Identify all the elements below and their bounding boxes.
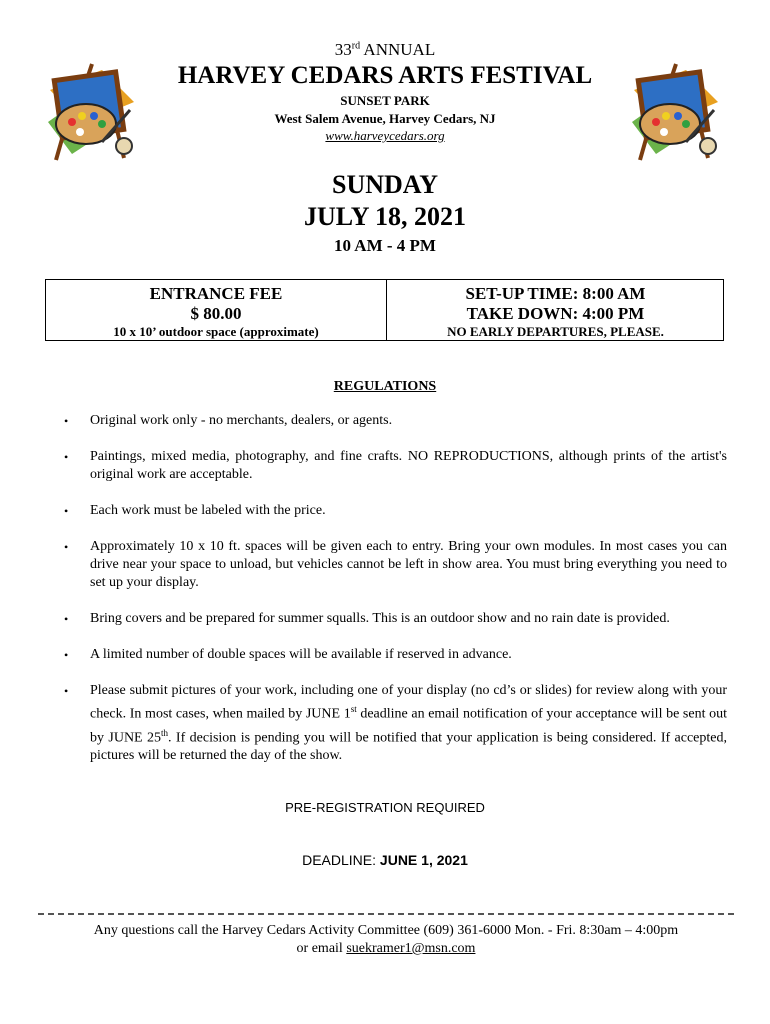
bullet-icon: •: [64, 540, 69, 554]
email-prefix: or email: [296, 941, 347, 956]
space-size-note: 10 x 10’ outdoor space (approximate): [113, 324, 319, 339]
dashed-separator: [38, 913, 734, 915]
festival-title: HARVEY CEDARS ARTS FESTIVAL: [177, 62, 593, 89]
list-item: [62, 412, 727, 430]
no-early-departures: NO EARLY DEPARTURES, PLEASE.: [447, 324, 664, 339]
annual-line: [0, 40, 770, 60]
regulation-text: Original work only - no merchants, dealers, or agents.: [90, 413, 393, 428]
takedown-time: TAKE DOWN: 4:00 PM: [466, 304, 645, 323]
event-day: SUNDAY: [332, 170, 438, 199]
entrance-fee-label: ENTRANCE FEE: [149, 284, 283, 303]
venue-address: West Salem Avenue, Harvey Cedars, NJ: [274, 111, 496, 126]
bullet-icon: •: [64, 504, 69, 518]
bullet-icon: •: [64, 450, 69, 464]
annual-label: ANNUAL: [360, 40, 436, 59]
contact-email-line: [38, 940, 734, 958]
regulation-text: Each work must be labeled with the price.: [90, 503, 326, 518]
deadline-line: [0, 852, 770, 868]
setup-time: SET-UP TIME: 8:00 AM: [465, 284, 646, 303]
email-link[interactable]: suekramer1@msn.com: [346, 941, 476, 956]
contact-block: [38, 922, 734, 958]
bullet-icon: •: [64, 612, 69, 626]
preregistration-notice: PRE-REGISTRATION REQUIRED: [285, 800, 485, 815]
ordinal-sup: st: [350, 704, 357, 714]
list-item: [62, 610, 727, 628]
bullet-icon: •: [64, 648, 69, 662]
list-item: [62, 448, 727, 484]
regulation-text: deadline an email notification of your acceptance will be sent out by JUNE 25: [90, 706, 727, 746]
website-link[interactable]: www.harveycedars.org: [325, 128, 445, 143]
list-item: [62, 682, 727, 765]
venue-name: SUNSET PARK: [340, 93, 430, 108]
event-hours: 10 AM - 4 PM: [334, 236, 436, 255]
list-item: [62, 646, 727, 664]
regulation-text: Paintings, mixed media, photography, and fine crafts. NO REPRODUCTIONS, although prints of the artist's original work are acceptable.: [90, 449, 727, 482]
bullet-icon: •: [64, 684, 69, 698]
annual-suffix-sup: rd: [351, 40, 361, 52]
regulations-heading: REGULATIONS: [333, 379, 437, 394]
regulations-list: [62, 412, 727, 765]
list-item: [62, 538, 727, 592]
entrance-fee-amount: $ 80.00: [190, 304, 242, 323]
regulation-text: A limited number of double spaces will be available if reserved in advance.: [90, 647, 512, 662]
contact-phone-line: Any questions call the Harvey Cedars Activity Committee (609) 361-6000 Mon. - Fri. 8:30am – 4:00pm: [93, 923, 679, 938]
bullet-icon: •: [64, 414, 69, 428]
event-date: JULY 18, 2021: [303, 202, 467, 231]
regulation-text: Bring covers and be prepared for summer squalls. This is an outdoor show and no rain date is provided.: [90, 611, 670, 626]
ordinal-sup: th: [161, 727, 169, 738]
annual-number: 33: [334, 40, 352, 59]
deadline-label: DEADLINE:: [302, 852, 380, 868]
deadline-date: JUNE 1, 2021: [379, 852, 468, 868]
regulation-text: Approximately 10 x 10 ft. spaces will be given each to entry. Bring your own modules. In most cases you can drive near your space to unload, but vehicles cannot be left in show area. You must bring everything you need to set up your display.: [90, 539, 727, 590]
fee-table: [45, 279, 724, 341]
list-item: [62, 502, 727, 520]
regulation-text: . If decision is pending you will be notified that your application is being considered. If accepted, pictures will be returned the day of the show.: [90, 730, 727, 764]
regulation-text: Please submit pictures of your work, including one of your display (no cd’s or slides) for review along with your check. In most cases, when mailed by JUNE 1: [90, 683, 727, 722]
